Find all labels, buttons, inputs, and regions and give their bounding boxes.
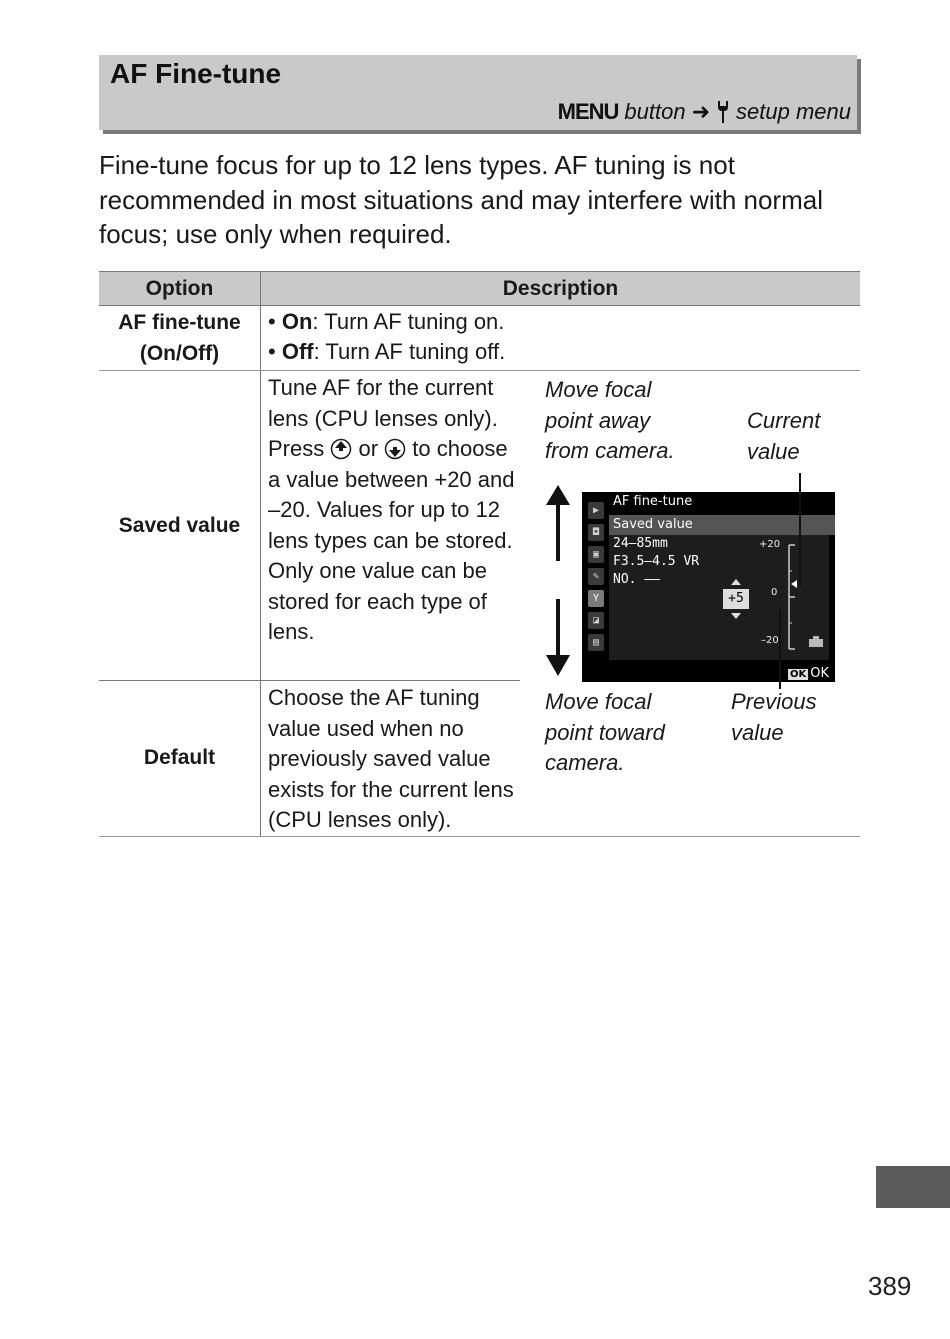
caption-previous-line1: Previous xyxy=(731,689,817,714)
figure-cell xyxy=(520,371,860,837)
lcd-ok-label: OK xyxy=(810,666,829,681)
option-af-fine-tune-line2: (On/Off) xyxy=(139,342,220,365)
bullet-off-text: : Turn AF tuning off. xyxy=(313,339,506,364)
lcd-lens-line2: F3.5–4.5 VR xyxy=(613,554,700,569)
page-number: 389 xyxy=(868,1271,912,1301)
wrench-icon xyxy=(716,100,730,124)
caption-previous-line2: value xyxy=(731,719,784,745)
options-table xyxy=(99,271,860,837)
intro-paragraph: Fine-tune focus for up to 12 lens types. AF tuning is not recommended in most situations and may interfere with normal focus; use only when required. xyxy=(99,150,823,249)
ok-button-icon: OK xyxy=(789,669,807,680)
lcd-submenu-title: Saved value xyxy=(609,515,835,535)
caption-move-away-line1: Move focal xyxy=(545,377,652,402)
option-af-fine-tune-line1: AF fine-tune xyxy=(118,311,241,334)
description-af-fine-tune xyxy=(261,306,861,371)
my-menu-tab-icon: ▤ xyxy=(588,634,604,651)
lcd-scale-mid: 0 xyxy=(771,587,778,598)
lcd-tune-value: +5 xyxy=(723,589,749,609)
lcd-lens-line1: 24–85mm xyxy=(613,536,668,551)
desc-saved-or: or xyxy=(352,436,385,461)
bullet-off: • Off: Turn AF tuning off. xyxy=(268,339,506,364)
caption-move-toward-line1: Move focal xyxy=(545,689,652,714)
section-header xyxy=(99,55,857,130)
setup-menu-label: setup menu xyxy=(736,99,851,124)
table-row xyxy=(99,371,860,681)
desc-saved-part1: Tune AF for the current lens (CPU lenses only). Press xyxy=(268,375,498,461)
header-option: Option xyxy=(99,272,261,306)
breadcrumb xyxy=(558,99,851,125)
table-header-row xyxy=(99,272,860,306)
caption-move-away-line2: point away xyxy=(545,407,651,433)
caption-move-away-line3: from camera. xyxy=(545,438,675,463)
menu-button-label: MENU xyxy=(557,99,619,124)
caption-current-line2: value xyxy=(747,438,800,464)
lcd-lens-line3: NO. –– xyxy=(613,572,660,587)
description-saved-value xyxy=(261,371,521,681)
option-saved-value: Saved value xyxy=(99,371,261,681)
option-default: Default xyxy=(99,681,261,837)
playback-tab-icon: ▶ xyxy=(588,502,604,519)
caption-previous-value xyxy=(731,687,817,748)
bullet-on: • On: Turn AF tuning on. xyxy=(268,309,505,334)
page-title: AF Fine-tune xyxy=(110,58,282,89)
multi-selector-up-icon xyxy=(330,438,352,460)
retouch-tab-icon: ◪ xyxy=(588,612,604,629)
description-default: Choose the AF tuning value used when no previously saved value exists for the current lens (CPU lenses only). xyxy=(261,681,521,837)
section-thumb-tab xyxy=(876,1166,950,1208)
multi-selector-down-icon xyxy=(384,438,406,460)
arrow-right-icon: ➜ xyxy=(691,99,711,124)
button-word: button xyxy=(624,99,686,124)
bullet-on-text: : Turn AF tuning on. xyxy=(312,309,505,334)
lcd-scale-bottom: –20 xyxy=(761,635,779,646)
desc-saved-part2: to choose a value between +20 and –20. Values for up to 12 lens types can be stored. Only one value can be stored for each type of lens. xyxy=(268,436,515,644)
wrench-tab-icon: Y xyxy=(588,590,604,607)
lcd-menu-title: AF fine-tune xyxy=(613,494,693,509)
af-fine-tune-figure xyxy=(520,371,865,836)
option-af-fine-tune xyxy=(99,306,261,371)
caption-move-toward-line3: camera. xyxy=(545,750,625,775)
header-description: Description xyxy=(261,272,861,306)
pencil-tab-icon: ✎ xyxy=(588,568,604,585)
bullet-off-keyword: Off xyxy=(281,339,314,364)
caption-move-toward xyxy=(545,687,665,779)
caption-current-line1: Current xyxy=(747,408,821,433)
bullet-on-keyword: On xyxy=(281,309,313,334)
movie-tab-icon: ▣ xyxy=(588,546,604,563)
table-row xyxy=(99,306,860,371)
caption-move-toward-line2: point toward xyxy=(545,719,665,745)
camera-tab-icon: ◘ xyxy=(588,524,604,541)
lcd-scale-top: +20 xyxy=(759,539,781,550)
